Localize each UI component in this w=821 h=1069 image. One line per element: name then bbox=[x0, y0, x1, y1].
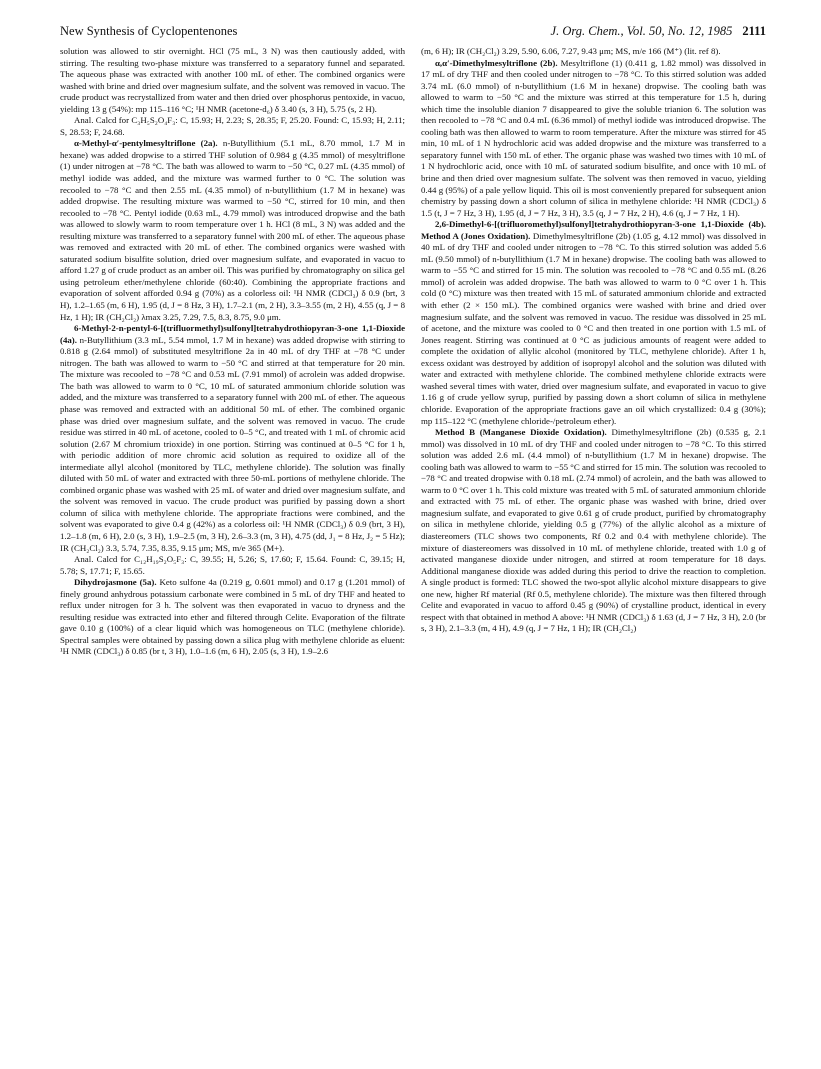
paragraph bbox=[60, 577, 405, 658]
paragraph bbox=[60, 323, 405, 554]
running-title: New Synthesis of Cyclopentenones bbox=[60, 24, 238, 38]
journal-info: J. Org. Chem., Vol. 50, No. 12, 1985 bbox=[550, 24, 733, 38]
paragraph-heading: α-Methyl-α′-pentylmesyltriflone (2a). bbox=[74, 138, 218, 149]
page-header bbox=[60, 24, 766, 42]
paragraph-text: solution was allowed to stir overnight. HCl (75 mL, 3 N) was then cautiously added, with stirring. The resulting two-phase mixture was transferred to a separatory funnel and separated. The aqueous phase was extracted with another 100 mL of ether. The combined organics were washed with brine and dried over magnesium sulfate, and the solvent was removed in vacuo. The crude product was recrystallized from water and then dried over phosphorus pentoxide, in vacuo, yielding 13 g (54%): mp 115–116 °C; ¹H NMR (acetone-d₆) δ 3.40 (s, 3 H), 5.75 (s, 2 H). bbox=[60, 46, 405, 114]
paragraph bbox=[60, 115, 405, 138]
paragraph-heading: 6-Methyl-2-n-pentyl-6-[(trifluormethyl)sulfonyl]tetrahydrothiopyran-3-one 1,1-Dioxide (4a). bbox=[60, 323, 405, 345]
paragraph-text: Mesyltriflone (1) (0.411 g, 1.82 mmol) was dissolved in 17 mL of dry THF and then cooled under nitrogen to −78 °C. To this stirred solution was added 3.74 mL (6.0 mmol) of n-butyllithium (1.6 M in hexane) dropwise. The cooling bath was allowed to warm to −50 °C and the mixture was stirred at this temperature for 1.5 h, during which time the insoluble dianion 7 disappeared to give the soluble trianion 6. The solution was then recooled to −78 °C and 0.4 mL (6.36 mmol) of methyl iodide was introduced dropwise. The cooling bath was then allowed to warm to room temperature. After the mixture was stirred for 45 min, 10 mL of 1 N hydrochloric acid was added dropwise and the mixture was transferred to a separatory funnel with 150 mL of ether. The organic phase was washed two times with 10 mL of 1 N hydrochloric acid, once with 10 mL of saturated sodium bisulfite, and once with 10 mL of brine and then dried over magnesium sulfate. The solvent was then removed in vacuo, yielding 0.44 g (95%) of a pale yellow liquid. This oil is most conveniently prepared for subsequent anion chemistry by passing down a short column of silica in methylene chloride: ¹H NMR (CDCl₃) δ 1.5 (t, J = 7 Hz, 3 H), 1.95 (d, J = 7 Hz, 3 H), 3.5 (q, J = 7 Hz, 2 H), 4.6 (q, J = 7 Hz, 1 H). bbox=[421, 57, 766, 218]
paragraph bbox=[60, 138, 405, 323]
paragraph bbox=[60, 554, 405, 577]
paragraph-heading: α,α′-Dimethylmesyltriflone (2b). bbox=[435, 57, 558, 68]
paragraph-text: Anal. Calcd for C₁₂H₁₉S₂O₅F₃: C, 39.55; H, 5.26; S, 17.60; F, 15.64. Found: C, 39.15; H, 5.78; S, 17.71; F, 15.65. bbox=[60, 554, 405, 576]
paragraph-heading: 2,6-Dimethyl-6-[(trifluoromethyl)sulfonyl]tetrahydrothiopyran-3-one 1,1-Dioxide (4b). Method A (Jones Oxidation). bbox=[421, 219, 766, 241]
left-column bbox=[60, 46, 405, 1056]
paragraph-text: Dimethylmesyltriflone (2b) (1.05 g, 4.12 mmol) was dissolved in 40 mL of dry THF and cooled under nitrogen to −78 °C. To this stirred solution was added 5.6 mL (9.50 mmol) of n-butyllithium (1.7 M in hexane) dropwise. The cooling bath was allowed to warm to −55 °C and stirred for 15 min. The solution was recooled to −78 °C and 0.55 mL (8.26 mmol) of acrolein was added dropwise. The bath was allowed to warm to 0 °C over 1 h. This cold (0 °C) mixture was then treated with 15 mL of saturated ammonium chloride and extracted with ether (2 × 150 mL). The combined organics were washed with brine and dried over magnesium sulfate, and the solvent was removed in vacuo. The residue was dissolved in 25 mL of acetone, and the mixture was cooled to 0 °C and then treated in one portion with 1.5 mL of Jones reagent. Stirring was continued at 0 °C as judicious amounts of reagent were added to complete the oxidation of allylic alcohol (monitored by TLC, methylene chloride). After 1 h, excess oxidant was destroyed by addition of isopropyl alcohol and the solution was diluted with water and extracted with methylene chloride. The combined methylene chloride extracts were washed several times with water, dried over magnesium sulfate, and evaporated in vacuo to give 1.16 g of crude yellow syrup, purified by passing down a short column of silica in methylene chloride. Evaporation of the appropriate fractions gave an oil which crystallized: 0.4 g (30%); mp 115–122 °C (methylene chloride-/petroleum ether). bbox=[421, 230, 766, 426]
paragraph bbox=[421, 219, 766, 427]
paragraph bbox=[60, 46, 405, 115]
paragraph-heading: Method B (Manganese Dioxide Oxidation). bbox=[435, 427, 607, 438]
journal-citation bbox=[551, 24, 766, 39]
paragraph-heading: Dihydrojasmone (5a). bbox=[74, 577, 157, 588]
paragraph bbox=[421, 427, 766, 635]
paragraph-text: Dimethylmesyltriflone (2b) (0.535 g, 2.1 mmol) was dissolved in 10 mL of dry THF and cooled under nitrogen to −78 °C. To this stirred solution was added 2.6 mL (4.4 mmol) of n-butyllithium (1.7 M in hexane) dropwise. The cooling bath was allowed to warm to −55 °C and stirred for 15 min. The solution was recooled to −78 °C and treated dropwise with 0.18 mL (2.74 mmol) of acrolein, and the bath was allowed to warm to 0 °C over 1 h. This cold mixture was treated with 5 mL of saturated ammonium chloride and extracted with 75 mL of ether. The organic phase was washed with brine, dried over magnesium sulfate, and evaporated to give 0.61 g of crude product, purified by chromatography on silica in methylene chloride, yielding 0.5 g (77%) of the allylic alcohol as a mixture of diastereomers (TLC shows two components, Rf 0.2 and 0.4 with methylene chloride). The mixture of diastereomers was dissolved in 10 mL of methylene chloride, treated with 1.0 g of activated manganese dioxide under nitrogen, and stirred at room temperature for 18 days. Additional manganese dioxide was added during this period to drive the reaction to completion. A single product is formed: TLC showed the two-spot allylic alcohol mixture disappears to give one new, higher Rf material (Rf 0.5, methylene chloride). The mixture was then filtered through Celite and evaporated in vacuo to afford 0.45 g (90%) of crystalline product, identical in every respect with that obtained in method A above: ¹H NMR (CDCl₃) δ 1.63 (d, J = 7 Hz, 3 H), 2.0 (br s, 3 H), 2.1–3.3 (m, 4 H), 4.9 (q, J = 7 Hz, 1 H); IR (CH₂Cl₂) bbox=[421, 427, 766, 634]
paragraph-text: (m, 6 H); IR (CH₂Cl₂) 3.29, 5.90, 6.06, 7.27, 9.43 μm; MS, m/e 166 (M⁺) (lit. ref 8). bbox=[421, 46, 721, 56]
paragraph bbox=[421, 46, 766, 58]
paragraph-text: Anal. Calcd for C₃H₅S₂O₄F₃: C, 15.93; H, 2.23; S, 28.35; F, 25.20. Found: C, 15.93; H, 2.11; S, 28.53; F, 24.68. bbox=[60, 115, 405, 137]
right-column bbox=[421, 46, 766, 1056]
paragraph-text: n-Butyllithium (5.1 mL, 8.70 mmol, 1.7 M in hexane) was added dropwise to a stirred THF solution of 0.984 g (4.35 mmol) of mesyltriflone (1) under nitrogen at −78 °C. The bath was allowed to warm to −50 °C, 0.27 mL (4.35 mmol) of methyl iodide was added, and the mixture was warmed further to 0 °C. The solution was recooled to −78 °C and then 2.55 mL (4.35 mmol) of n-butyllithium (1.7 M in hexane) was added dropwise. The resulting mixture was warmed to −50 °C, stirred for 10 min, and then recooled to −78 °C. Pentyl iodide (0.63 mL, 4.79 mmol) was introduced dropwise and the bath was allowed to slowly warm to room temperature over 1 h. HCl (8 mL, 3 N) was added and the resulting mixture was transferred to a separatory funnel with 200 mL of ether. The aqueous phase was removed and extracted with 20 mL of ether. The combined organics were washed with saturated sodium bisulfite solution, dried over magnesium sulfate, and evaporated in vacuo to afford 1.27 g of crude product as an amber oil. This was purified by chromatography on silica gel using petroleum ether/methylene chloride (60:40). Combining the appropriate fractions and evaporation of solvent afforded 0.94 g (70%) as a colorless oil: ¹H NMR (CDCl₃) δ 0.9 (brt, 3 H), 1.2–1.65 (m, 6 H), 1.95 (d, J = 8 Hz, 3 H), 1.7–2.1 (m, 2 H), 3.3–3.55 (m, 2 H), 4.55 (q, J = 8 Hz, 1 H); IR (CH₂Cl₂) λmax 3.25, 7.29, 7.5, 8.3, 8.75, 9.0 μm. bbox=[60, 138, 405, 322]
page-number: 2111 bbox=[742, 24, 766, 38]
paragraph-text: Keto sulfone 4a (0.219 g, 0.601 mmol) and 0.17 g (1.201 mmol) of finely ground anhydrous potassium carbonate were combined in 5 mL of dry THF and heated to reflux under nitrogen for 3 h. The solvent was then evaporated in vacuo to dryness and the resulting residue was extracted into ether and filtered through Celite. Evaporation of the filtrate gave 0.10 g (100%) of a clear liquid which was homogeneous on TLC (methylene chloride). Spectral samples were obtained by passing down a silica plug with methylene chloride as eluent: ¹H NMR (CDCl₃) δ 0.85 (br t, 3 H), 1.0–1.6 (m, 6 H), 2.05 (s, 3 H), 1.9–2.6 bbox=[60, 577, 405, 657]
paragraph-text: n-Butyllithium (3.3 mL, 5.54 mmol, 1.7 M in hexane) was added dropwise with stirring to 0.818 g (2.64 mmol) of substituted mesyltriflone 2a in 40 mL of dry THF at −78 °C under nitrogen. The bath was allowed to warm to −50 °C and stirred at that temperature for 20 min. The mixture was recooled to −78 °C and 0.53 mL (7.91 mmol) of acrolein was added dropwise. The bath was allowed to warm to 0 °C, 10 mL of saturated ammonium chloride solution was added, and the mixture was transferred to a separatory funnel with 200 mL of ether. The aqueous phase was removed and extracted with an additional 50 mL of ether. The combined organic phase was dried over magnesium sulfate, and the solvent was removed in vacuo. The crude residue was stirred in 40 mL of acetone, cooled to 0–5 °C, and treated with 1 mL of chromic acid solution (2.67 M chromium trioxide) in one portion. Stirring was continued at 0–5 °C for 1 h, with periodic addition of more chromic acid solution as required to oxidize all of the intermediate allyl alcohol (monitored by TLC, methylene chloride). The solution was finally diluted with 50 mL of water and extracted with three 50-mL portions of methylene chloride. The combined organic phase was washed with 25 mL of water and dried over magnesium sulfate, and the solvent was removed in vacuo. The crude product was purified by passing down a short column of silica with methylene chloride. The appropriate fractions were combined, and the solvent was evaporated to give 0.4 g (42%) as a colorless oil: ¹H NMR (CDCl₃) δ 0.9 (brt, 3 H), 1.2–1.8 (m, 6 H), 2.0 (s, 3 H), 1.9–2.5 (m, 3 H), 2.6–3.3 (m, 3 H), 4.75 (dd, J₁ = 8 Hz, J₂ = 5 Hz); IR (CH₂Cl₂) 3.3, 5.74, 7.35, 8.35, 9.15 μm; MS, m/e 365 (M+). bbox=[60, 334, 405, 553]
paragraph bbox=[421, 58, 766, 220]
